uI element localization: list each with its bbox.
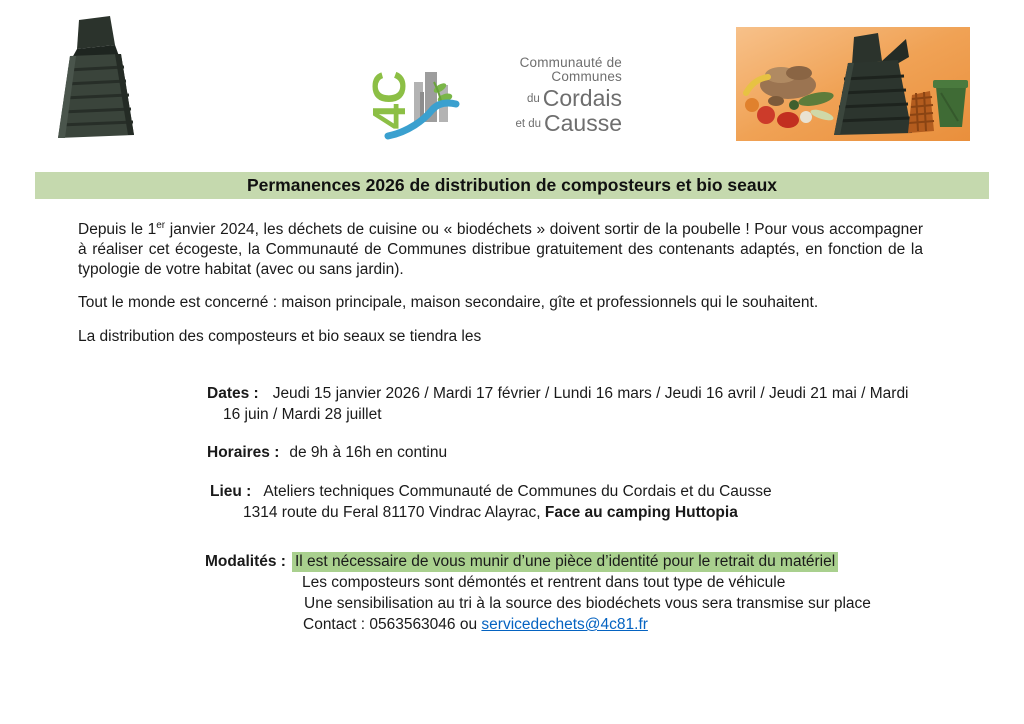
logo-org-line2: [458, 86, 622, 111]
page-title: Permanences 2026 de distribution de composteurs et bio seaux: [246, 175, 778, 195]
dates-label: Dates :: [207, 385, 259, 402]
compost-items-photo: [736, 27, 970, 141]
compost-scene-illustration: [736, 27, 970, 141]
logo-cordais: Cordais: [542, 85, 622, 112]
contact-email-link[interactable]: servicedechets@4c81.fr: [481, 616, 648, 633]
logo-text: [458, 56, 624, 136]
logo-4c-mark-icon: [363, 52, 458, 140]
modalites-contact-line: [303, 614, 648, 635]
modalites-line-2: Les composteurs sont démontés et rentrent dans tout type de véhicule: [302, 574, 786, 591]
logo-et-du: et du: [515, 118, 542, 131]
logo-org-line3: [458, 111, 622, 136]
cc-4c-logo: [363, 52, 624, 140]
logo-du: du: [526, 93, 540, 106]
svg-text:4C: 4C: [363, 70, 415, 130]
intro-p1-superscript: er: [156, 219, 166, 231]
logo-causse: Causse: [544, 110, 622, 137]
lieu-address: 1314 route du Feral 81170 Vindrac Alayrac,: [243, 504, 541, 521]
intro-paragraph-1: [78, 220, 923, 280]
intro-section: [78, 220, 923, 347]
modalites-line-3: Une sensibilisation au tri à la source des biodéchets vous sera transmise sur place: [304, 595, 871, 612]
modalites-line-1: [205, 551, 838, 572]
intro-p1-rest: janvier 2024, les déchets de cuisine ou « biodéchets » doivent sortir de la poubelle ! Pour vous accompagner à réaliser cet écogeste, la Communauté de Communes distribue gratuitement des contenants adaptés, en fonction de la typologie de votre habitat (avec ou sans jardin).: [78, 221, 924, 278]
lieu-label: Lieu :: [210, 483, 252, 500]
horaires-value: de 9h à 16h en continu: [289, 444, 448, 461]
lieu-landmark: Face au camping Huttopia: [544, 504, 738, 521]
intro-paragraph-3: La distribution des composteurs et bio seaux se tiendra les: [78, 328, 482, 345]
logo-org-line1: Communauté de Communes: [519, 55, 622, 85]
composter-photo: [52, 12, 140, 142]
intro-p1-start: Depuis le 1: [78, 221, 157, 238]
lieu-line-1: [210, 481, 772, 502]
modalites-label: Modalités :: [205, 553, 286, 570]
dates-value-line1: Jeudi 15 janvier 2026 / Mardi 17 février / Lundi 16 mars / Jeudi 16 avril / Jeudi 21 mai / Mardi: [272, 385, 909, 402]
title-banner: [35, 172, 989, 199]
lieu-line-2: [243, 502, 738, 523]
composter-illustration: [52, 12, 140, 142]
dates-line-1: [207, 383, 909, 404]
dates-line-2: 16 juin / Mardi 28 juillet: [223, 406, 382, 423]
modalites-highlighted-text: Il est nécessaire de vous munir d’une pièce d’identité pour le retrait du matériel: [292, 552, 838, 572]
horaires-line: [207, 442, 447, 463]
horaires-label: Horaires :: [207, 444, 280, 461]
contact-text: Contact : 0563563046 ou: [303, 616, 478, 633]
intro-paragraph-2: Tout le monde est concerné : maison principale, maison secondaire, gîte et professionnels qui le souhaitent.: [78, 294, 819, 311]
lieu-value-line1: Ateliers techniques Communauté de Communes du Cordais et du Causse: [263, 483, 772, 500]
